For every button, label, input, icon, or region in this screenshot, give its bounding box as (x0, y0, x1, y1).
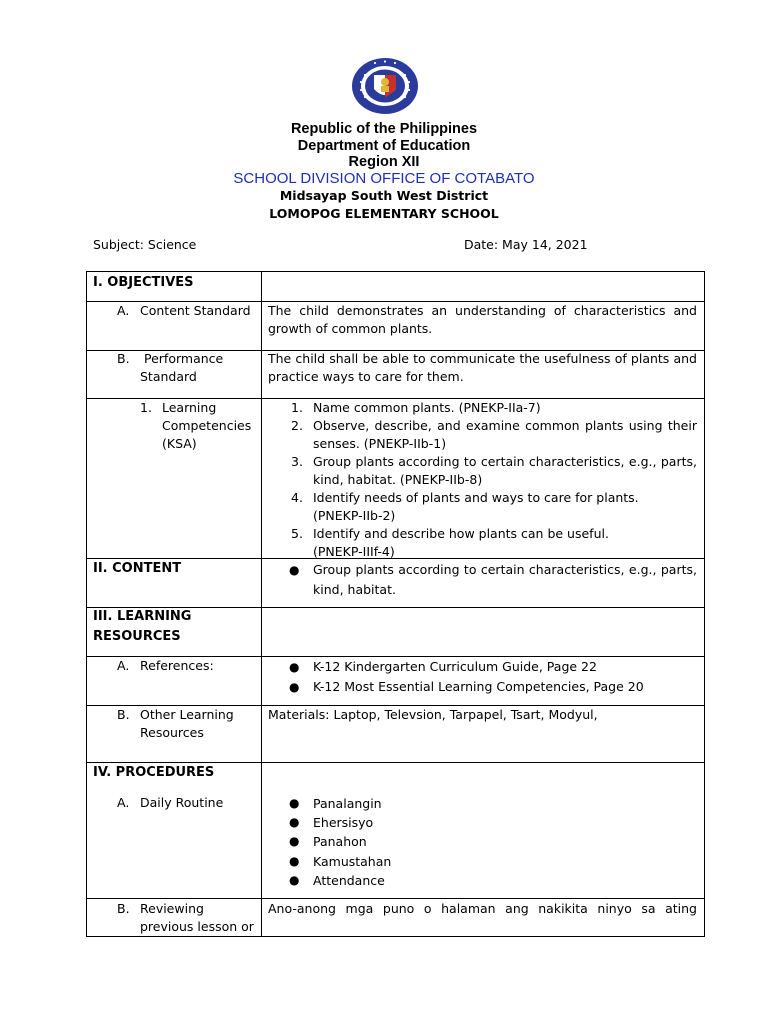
bullet-icon: ● (289, 834, 300, 849)
competency-item (268, 417, 697, 453)
routine-text: Ehersisyo (313, 815, 374, 831)
competencies-list (268, 399, 697, 561)
daily-routine-label: Daily Routine (140, 795, 224, 810)
competency-item (268, 525, 697, 561)
list-item (268, 560, 697, 600)
performance-standard-label-2: Standard (140, 369, 197, 384)
objectives-heading: I. OBJECTIVES (93, 275, 194, 290)
competency-text: kind, habitat. (PNEKP-IIb-8) (313, 472, 483, 487)
other-resources-label-1: Other Learning (140, 707, 234, 722)
header-school: LOMOPOG ELEMENTARY SCHOOL (269, 206, 499, 221)
subject-label: Subject: Science (93, 237, 197, 252)
bullet-icon: ● (289, 815, 300, 830)
header-region: Region XII (348, 154, 420, 170)
competency-number: 3. (291, 454, 303, 469)
competency-text: Group plants according to certain characteristics, e.g., parts, (313, 454, 697, 469)
bullet-icon: ● (289, 853, 300, 868)
competency-text: (PNEKP-IIIf-4) (313, 544, 395, 559)
bullet-icon: ● (289, 660, 300, 674)
list-item (268, 871, 697, 890)
performance-standard-label-1: Performance (144, 351, 224, 366)
header-republic: Republic of the Philippines (290, 121, 478, 137)
competency-item (268, 453, 697, 489)
performance-standard-text: The child shall be able to communicate the usefulness of plants and practice ways to care for them. (268, 351, 697, 384)
references-letter: A. (117, 658, 130, 673)
list-item (268, 677, 697, 697)
reference-text: K-12 Kindergarten Curriculum Guide, Page 22 (313, 659, 597, 674)
routine-text: Panahon (313, 834, 367, 850)
lesson-plan-table (86, 271, 705, 937)
header-district: Midsayap South West District (279, 188, 489, 203)
other-resources-letter: B. (117, 707, 130, 722)
competency-number: 4. (291, 490, 303, 505)
header-division: SCHOOL DIVISION OFFICE OF COTABATO (233, 170, 535, 187)
content-standard-text: The child demonstrates an understanding of characteristics and growth of common plants. (268, 303, 697, 336)
competencies-label-1: Learning (162, 400, 217, 415)
procedures-heading: IV. PROCEDURES (93, 765, 215, 780)
reviewing-text: Ano-anong mga puno o halaman ang nakikita ninyo sa ating (268, 901, 697, 916)
list-item (268, 832, 697, 851)
reviewing-label-2: previous lesson or (140, 919, 254, 934)
competency-number: 5. (291, 526, 303, 541)
competencies-number: 1. (140, 400, 152, 415)
other-resources-label-2: Resources (140, 725, 204, 740)
competency-number: 2. (291, 418, 303, 433)
list-item (268, 852, 697, 871)
reviewing-letter: B. (117, 901, 130, 916)
performance-standard-letter: B. (117, 351, 130, 366)
competencies-label-2: Competencies (162, 418, 252, 433)
competency-text: senses. (PNEKP-IIb-1) (313, 436, 447, 451)
list-item (268, 794, 697, 813)
content-text: kind, habitat. (313, 582, 396, 597)
list-item (268, 813, 697, 832)
bullet-icon: ● (289, 872, 300, 887)
competency-text: Name common plants. (PNEKP-IIa-7) (313, 400, 541, 415)
competency-item (268, 399, 697, 417)
bullet-icon: ● (289, 563, 300, 577)
bullet-icon: ● (289, 680, 300, 694)
column-divider (261, 272, 262, 936)
competency-text: Identify and describe how plants can be useful. (313, 526, 609, 541)
references-label: References: (140, 658, 214, 673)
resources-heading-2: RESOURCES (93, 629, 181, 644)
content-bullet (268, 560, 697, 600)
content-standard-letter: A. (117, 303, 130, 318)
routine-text: Attendance (313, 872, 385, 888)
content-heading: II. CONTENT (93, 561, 182, 576)
competency-text: (PNEKP-IIb-2) (313, 508, 396, 523)
deped-seal-logo (350, 57, 420, 115)
competencies-label-3: (KSA) (162, 436, 197, 451)
competency-text: Observe, describe, and examine common plants using their (313, 418, 697, 433)
content-standard-label: Content Standard (140, 303, 251, 318)
routine-text: Kamustahan (313, 853, 392, 869)
resources-heading-1: III. LEARNING (93, 609, 192, 624)
reviewing-label-1: Reviewing (140, 901, 204, 916)
reference-text: K-12 Most Essential Learning Competencies, Page 20 (313, 679, 644, 694)
row-divider (87, 898, 704, 899)
competency-text: Identify needs of plants and ways to care for plants. (313, 490, 639, 505)
daily-routine-letter: A. (117, 795, 130, 810)
competency-item (268, 489, 697, 525)
competency-number: 1. (291, 400, 303, 415)
header-department: Department of Education (297, 138, 471, 154)
routine-text: Panalangin (313, 796, 382, 811)
list-item (268, 657, 697, 677)
bullet-icon: ● (289, 796, 300, 810)
references-list (268, 657, 697, 697)
date-label: Date: May 14, 2021 (464, 237, 588, 252)
daily-routine-list (268, 794, 697, 890)
other-resources-text: Materials: Laptop, Televsion, Tarpapel, Tsart, Modyul, (268, 707, 598, 722)
content-text: Group plants according to certain characteristics, e.g., parts, (313, 562, 697, 577)
